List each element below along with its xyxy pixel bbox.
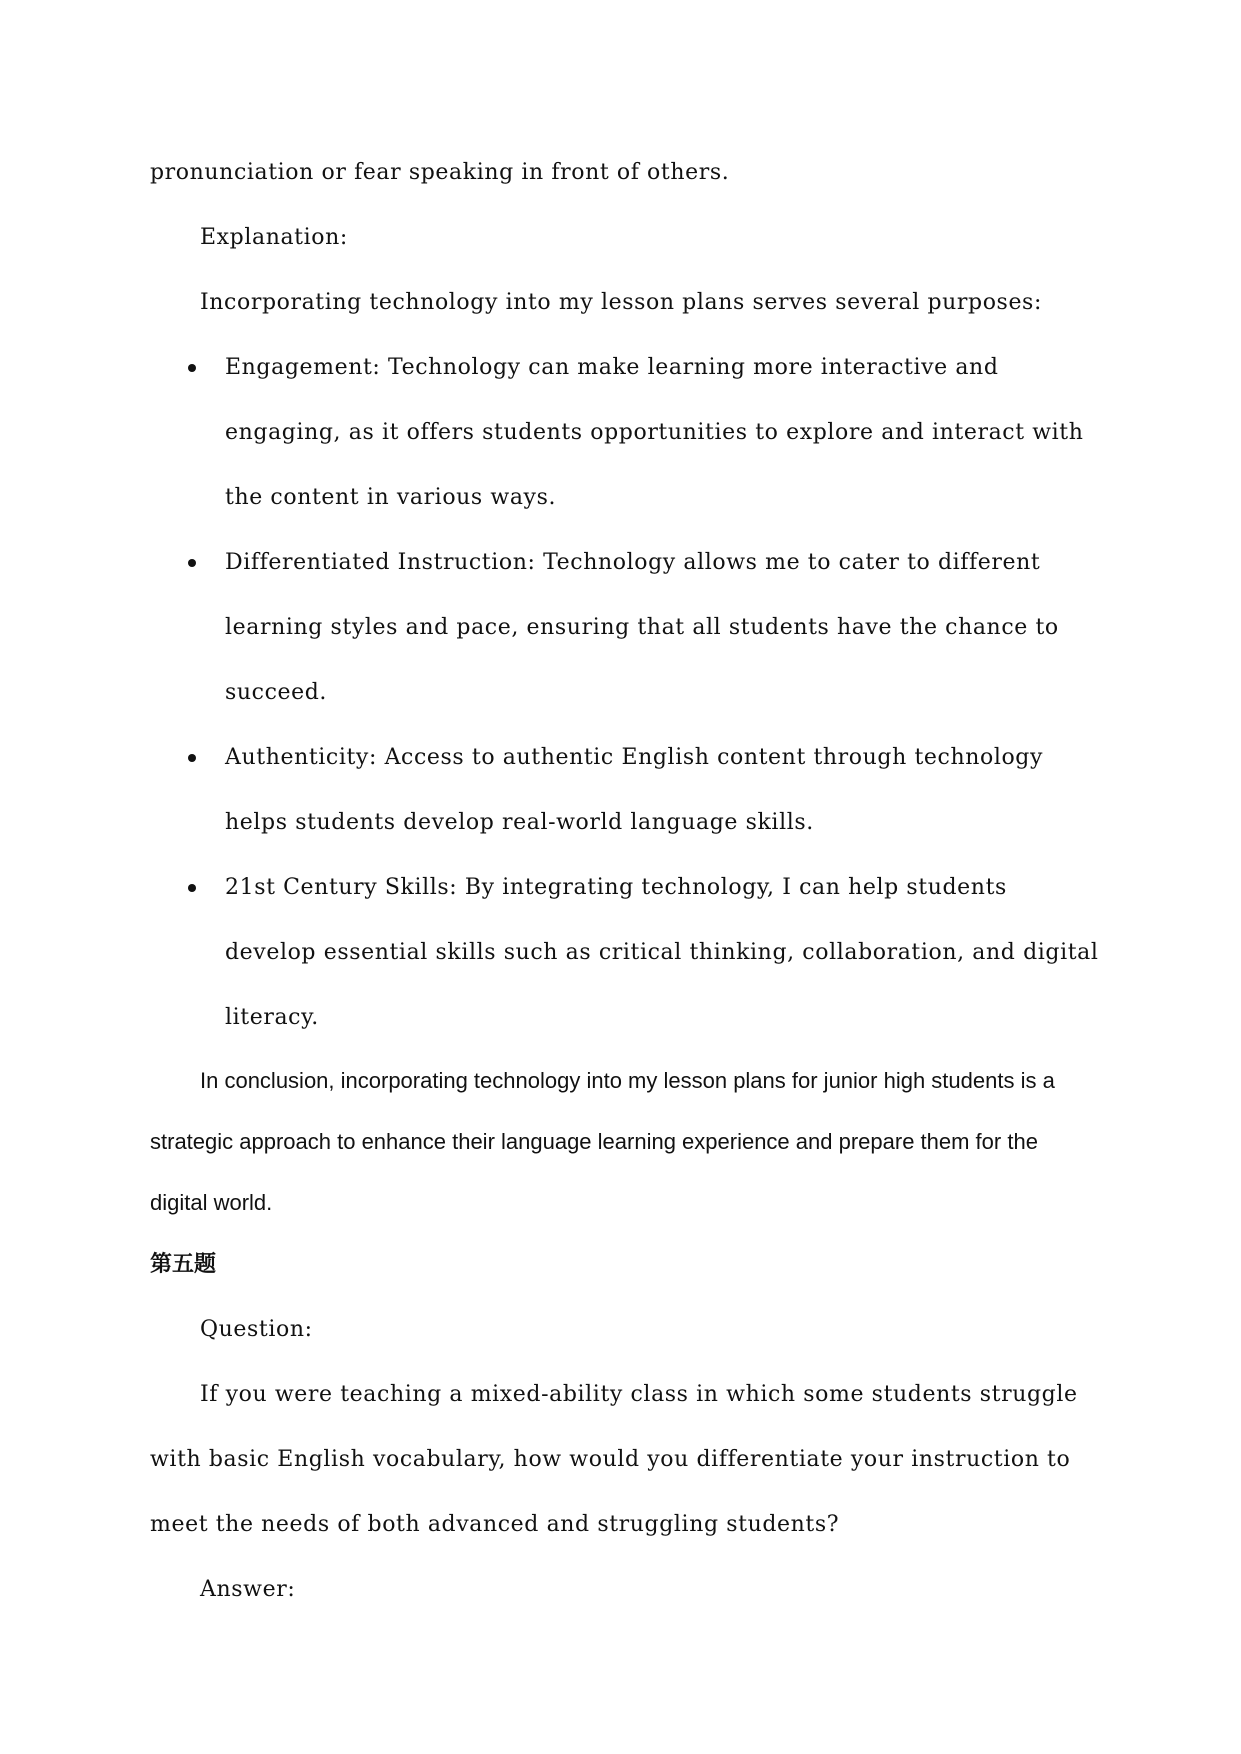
bullet-icon xyxy=(188,884,196,892)
bullet-icon xyxy=(188,559,196,567)
list-item xyxy=(150,855,1100,1050)
list-item xyxy=(150,725,1100,855)
question-label: Question: xyxy=(200,1317,313,1342)
bullet-icon xyxy=(188,754,196,762)
paragraph-continuation: pronunciation or fear speaking in front of others. xyxy=(150,160,730,185)
explanation-label: Explanation: xyxy=(200,225,348,250)
list-item xyxy=(150,530,1100,725)
bullet-icon xyxy=(188,364,196,372)
answer-label: Answer: xyxy=(200,1577,296,1602)
list-item-text: Engagement: Technology can make learning more interactive and engaging, as it offers students opportunities to explore and interact with the content in various ways. xyxy=(225,355,1084,510)
page-content xyxy=(150,140,1100,1622)
list-item xyxy=(150,335,1100,530)
purpose-list xyxy=(150,335,1100,1050)
section-heading: 第五题 xyxy=(150,1252,217,1277)
conclusion-paragraph: In conclusion, incorporating technology into my lesson plans for junior high students is a strategic approach to enhance their language learning experience and prepare them for the digital world. xyxy=(150,1068,1055,1215)
list-item-text: 21st Century Skills: By integrating technology, I can help students develop essential skills such as critical thinking, collaboration, and digital literacy. xyxy=(225,875,1099,1030)
question-text: If you were teaching a mixed-ability class in which some students struggle with basic English vocabulary, how would you differentiate your instruction to meet the needs of both advanced and struggling students? xyxy=(150,1382,1078,1537)
explanation-intro: Incorporating technology into my lesson plans serves several purposes: xyxy=(200,290,1042,315)
list-item-text: Differentiated Instruction: Technology allows me to cater to different learning styles and pace, ensuring that all students have the chance to succeed. xyxy=(225,550,1059,705)
list-item-text: Authenticity: Access to authentic English content through technology helps students develop real-world language skills. xyxy=(225,745,1044,835)
